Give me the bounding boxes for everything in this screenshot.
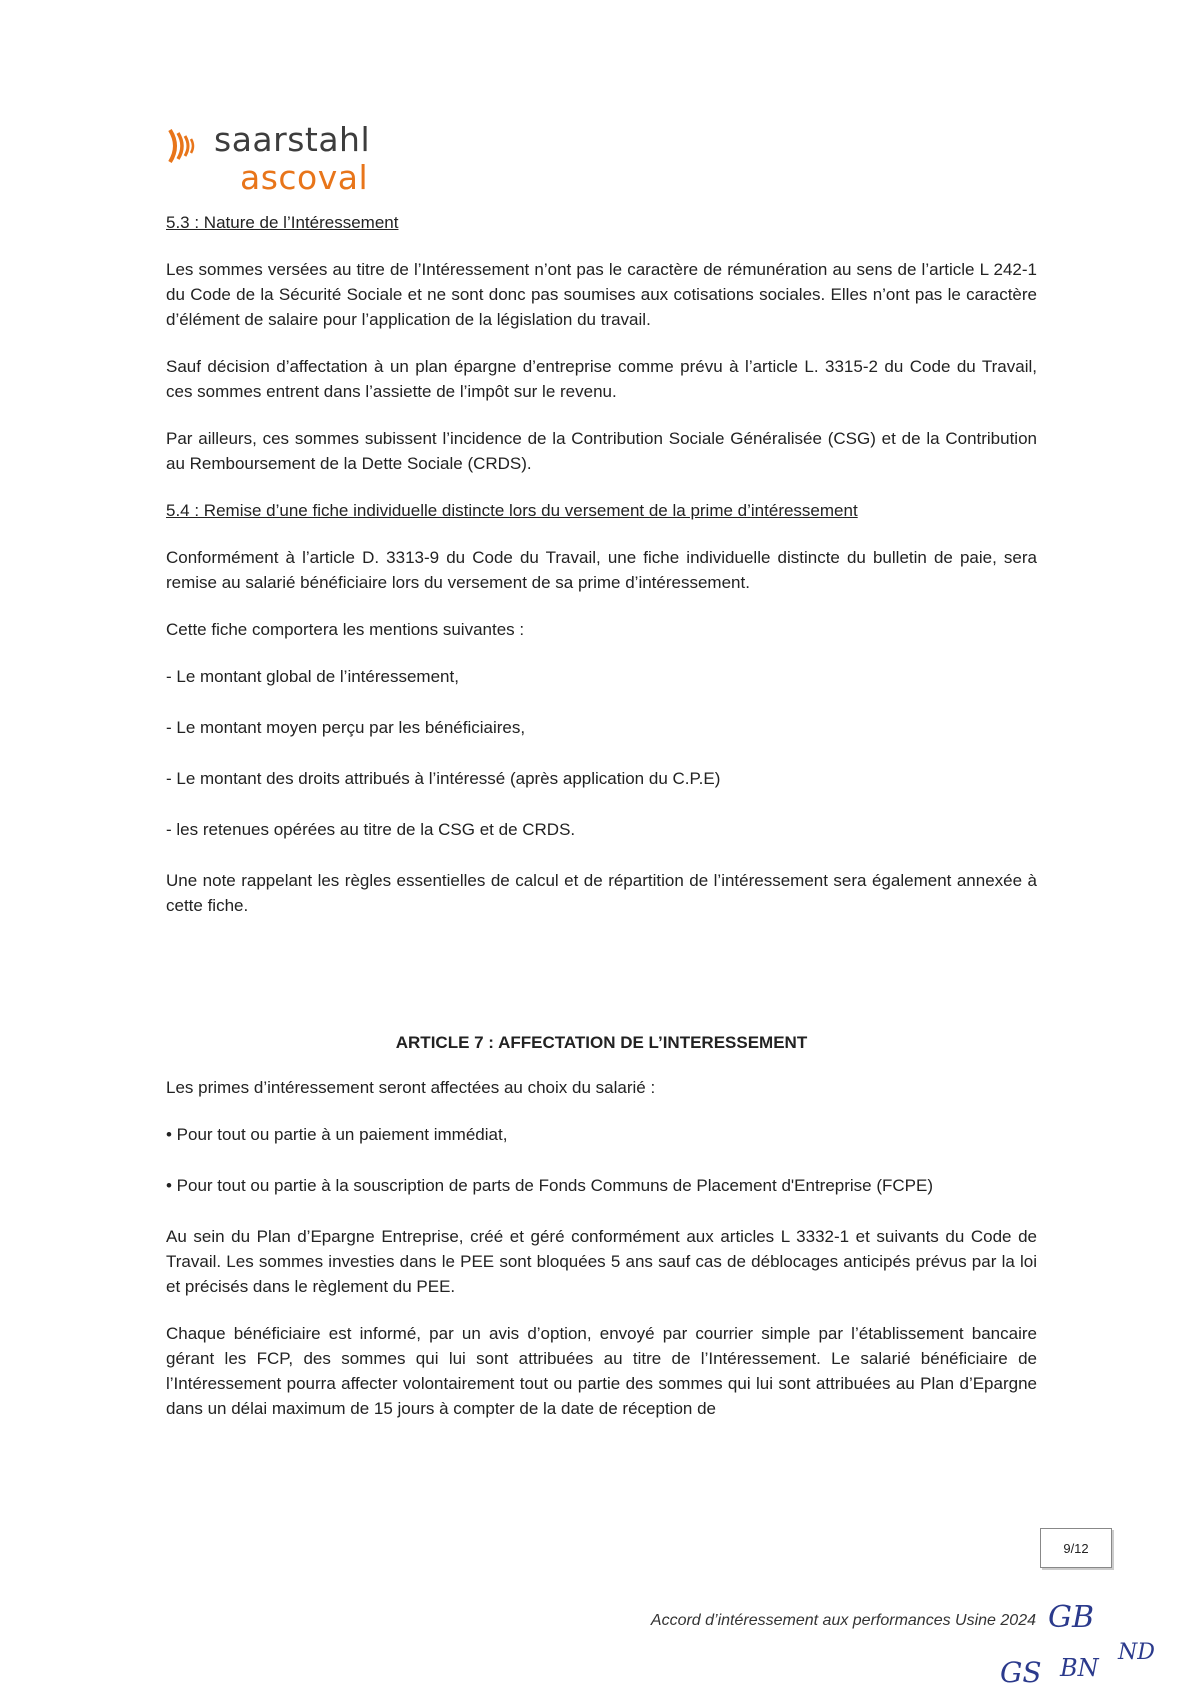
option-item: • Pour tout ou partie à un paiement immédiat, [166,1125,508,1144]
signature-initials: GB [1048,1600,1095,1635]
signature-initials: BN [1060,1654,1099,1682]
article-7-title: ARTICLE 7 : AFFECTATION DE L’INTERESSEMENT [395,1033,808,1052]
section-5-4-closing: Une note rappelant les règles essentielles de calcul et de répartition de l’intéressement sera également annexée à cette fiche. [166,871,1037,915]
mention-item: - Le montant global de l’intéressement, [166,667,459,686]
footer-document-title: Accord d’intéressement aux performances Usine 2024 [650,1612,1036,1629]
section-5-4-intro: Conformément à l’article D. 3313-9 du Code du Travail, une fiche individuelle distincte du bulletin de paie, sera remise au salarié bénéficiaire lors du versement de sa prime d’intéressement. [166,548,1037,592]
mention-item: - Le montant moyen perçu par les bénéficiaires, [166,718,526,737]
mention-item: - Le montant des droits attribués à l’intéressé (après application du C.P.E) [166,769,721,788]
section-5-4-heading: 5.4 : Remise d’une fiche individuelle distincte lors du versement de la prime d’intéressement [166,501,858,520]
mention-item: - les retenues opérées au titre de la CSG et de CRDS. [166,820,576,839]
section-5-3-paragraph: Sauf décision d’affectation à un plan épargne d’entreprise comme prévu à l’article L. 3315-2 du Code du Travail, ces sommes entrent dans l’assiette de l’impôt sur le revenu. [166,357,1037,401]
section-5-3-heading: 5.3 : Nature de l’Intéressement [166,213,399,232]
section-5-4-mentions-label: Cette fiche comportera les mentions suivantes : [166,620,525,639]
logo-arcs-icon [166,124,210,168]
logo-name-line1: saarstahl [214,120,371,159]
article-7-paragraph: Chaque bénéficiaire est informé, par un avis d’option, envoyé par courrier simple par l’établissement bancaire gérant les FCP, des sommes qui lui sont attribuées au titre de l’Intéressement. Le salarié bénéficiaire de l’Intéressement pourra affecter volontairement tout ou partie des sommes qui lui sont attribuées au Plan d’Epargne dans un délai maximum de 15 jours à compter de la date de réception de [166,1324,1037,1418]
section-5-3-paragraph: Les sommes versées au titre de l’Intéressement n’ont pas le caractère de rémunération au sens de l’article L 242-1 du Code de la Sécurité Sociale et ne sont donc pas soumises aux cotisations sociales. Elles n’ont pas le caractère d’élément de salaire pour l’application de la législation du travail. [166,260,1037,329]
signature-initials: GS [1000,1656,1042,1689]
article-7-paragraph: Au sein du Plan d’Epargne Entreprise, créé et géré conformément aux articles L 3332-1 et suivants du Code de Travail. Les sommes investies dans le PEE sont bloquées 5 ans sauf cas de déblocages anticipés prévus par la loi et précisés dans le règlement du PEE. [166,1227,1037,1296]
option-item: • Pour tout ou partie à la souscription de parts de Fonds Communs de Placement d'Entreprise (FCPE) [166,1176,934,1195]
document-body [166,210,1037,1443]
signature-initials: ND [1118,1640,1155,1665]
section-5-3-paragraph: Par ailleurs, ces sommes subissent l’incidence de la Contribution Sociale Généralisée (CSG) et de la Contribution au Remboursement de la Dette Sociale (CRDS). [166,429,1037,473]
logo-name-line2: ascoval [240,158,369,197]
company-logo [166,120,371,198]
page-number: 9/12 [1040,1528,1112,1568]
article-7-intro: Les primes d’intéressement seront affectées au choix du salarié : [166,1078,656,1097]
